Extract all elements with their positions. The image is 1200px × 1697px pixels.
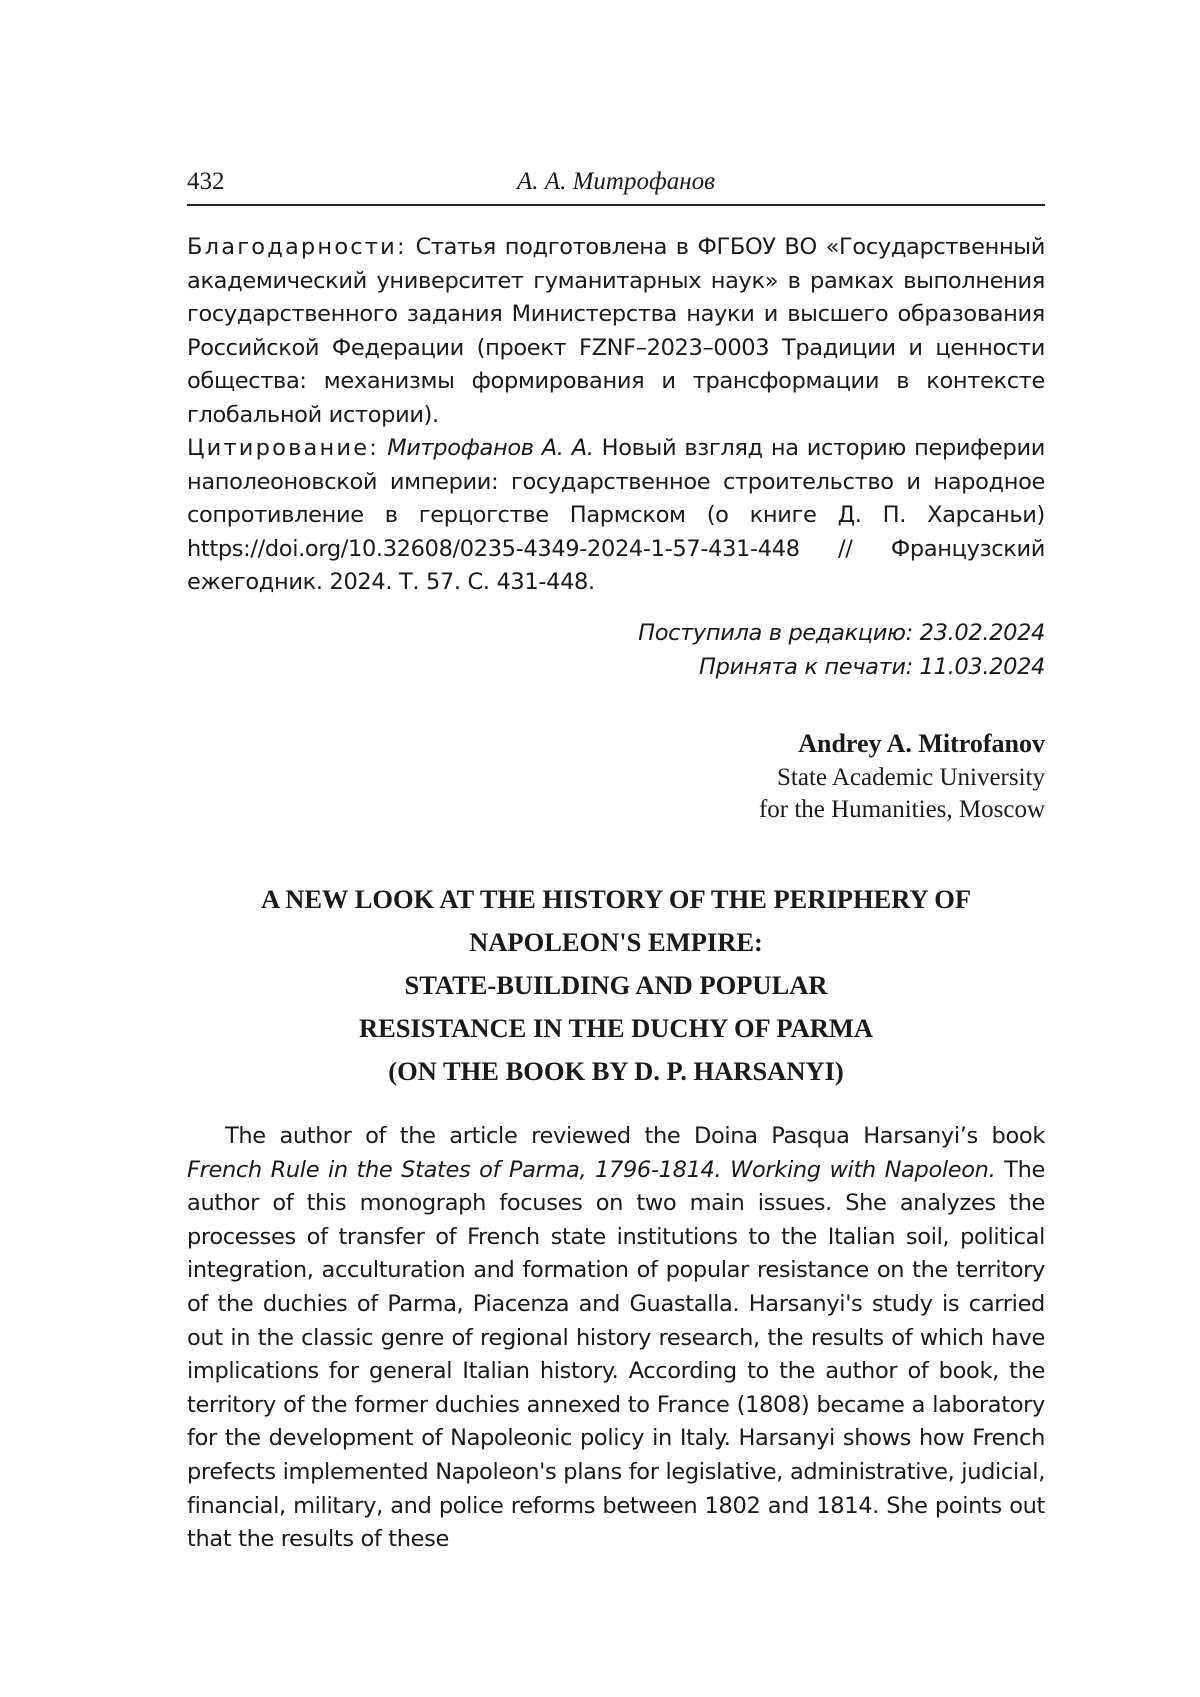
- citation: [187, 432, 1045, 600]
- abstract-book-title: French Rule in the States of Parma, 1796-1814. Working with Napoleon.: [187, 1156, 996, 1183]
- running-header: [187, 168, 1045, 206]
- author-name: Andrey A. Mitrofanov: [798, 729, 1045, 758]
- accepted-date: Принята к печати: 11.03.2024: [699, 653, 1045, 680]
- title-line-4: RESISTANCE IN THE DUCHY OF PARMA: [358, 1013, 874, 1043]
- article-title: [187, 878, 1045, 1093]
- submission-dates: [638, 617, 1045, 684]
- title-line-5: (ON THE BOOK BY D. P. HARSANYI): [388, 1056, 844, 1086]
- affiliation-line-2: for the Humanities, Moscow: [758, 796, 1045, 823]
- title-line-2: NAPOLEON'S EMPIRE:: [469, 927, 763, 957]
- acknowledgements-label: Благодарности:: [187, 234, 407, 260]
- citation-authors: Митрофанов А. А.: [387, 435, 594, 461]
- abstract-intro: The author of the article reviewed the Doina Pasqua Harsanyi’s book: [225, 1123, 1045, 1149]
- acknowledgements: [187, 231, 1045, 433]
- citation-label: Цитирование:: [187, 435, 380, 461]
- received-date: Поступила в редакцию: 23.02.2024: [638, 620, 1045, 646]
- running-author: А. А. Митрофанов: [517, 168, 715, 195]
- citation-text: Новый взгляд на историю периферии наполеоновской империи: государственное строительство и народное сопротивление в герцогстве Пармском (о книге Д. П. Харсаньи) https://doi.org/10.32608/0235-4349-2024-1-57-431-448 // Французский ежегодник. 2024. Т. 57. С. 431-448.: [187, 435, 1046, 596]
- author-block: [759, 726, 1045, 826]
- abstract-body: The author of this monograph focuses on two main issues. She analyzes the processes of transfer of French state institutions to the Italian soil, political integration, acculturation and formation of popular resistance on the territory of the duchies of Parma, Piacenza and Guastalla. Harsanyi's study is carried out in the classic genre of regional history research, the results of which have implications for general Italian history. According to the author of book, the territory of the former duchies annexed to France (1808) became a laboratory for the development of Napoleonic policy in Italy. Harsanyi shows how French prefects implemented Napoleon's plans for legislative, administrative, judicial, financial, military, and police reforms between 1802 and 1814. She points out that the results of these: [187, 1156, 1045, 1553]
- acknowledgements-text: Статья подготовлена в ФГБОУ ВО «Государственный академический университет гуманитарных наук» в рамках выполнения государственного задания Министерства науки и высшего образования Российской Федерации (проект FZNF–2023–0003 Традиции и ценности общества: механизмы формирования и трансформации в контексте глобальной истории).: [187, 234, 1045, 428]
- affiliation-line-1: State Academic University: [777, 764, 1045, 791]
- page-number: 432: [187, 168, 225, 195]
- title-line-3: STATE-BUILDING AND POPULAR: [404, 970, 828, 1000]
- abstract: [187, 1120, 1045, 1557]
- title-line-1: A NEW LOOK AT THE HISTORY OF THE PERIPHERY OF: [260, 884, 972, 914]
